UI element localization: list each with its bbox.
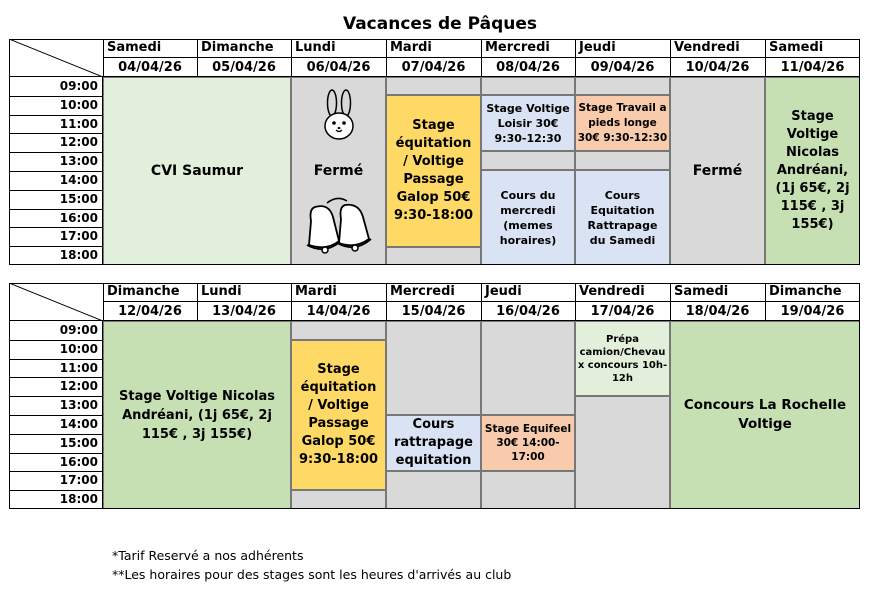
event-concours-la-rochelle: Concours La Rochelle Voltige [670, 321, 860, 509]
column-rule [197, 283, 198, 321]
header-rule [9, 320, 860, 321]
column-rule [670, 39, 671, 77]
header-corner-diagonal [9, 39, 103, 77]
column-rule [197, 39, 198, 77]
day-name: Dimanche [201, 40, 274, 55]
empty-slot [386, 247, 481, 265]
time-gridline [9, 115, 103, 116]
column-rule [765, 283, 766, 321]
event-stage-voltige-nicolas: Stage Voltige Nicolas Andréani, (1j 65€, 2j 115€ , 3j 155€) [765, 77, 860, 265]
time-gridline [9, 246, 103, 247]
column-rule [386, 283, 387, 321]
column-rule [9, 39, 10, 77]
time-gridline [9, 171, 103, 172]
time-gridline [9, 434, 103, 435]
empty-slot [575, 151, 670, 170]
day-name: Mercredi [485, 40, 550, 55]
empty-slot [481, 77, 575, 95]
week1-schedule [9, 39, 860, 265]
time-label: 15:00 [59, 191, 98, 206]
empty-slot [481, 471, 575, 509]
empty-slot [386, 77, 481, 95]
time-gridline [9, 359, 103, 360]
column-rule [481, 283, 482, 321]
day-date: 07/04/26 [401, 60, 466, 75]
time-label: 11:00 [59, 116, 98, 131]
day-date: 17/04/26 [590, 304, 655, 319]
day-name: Mardi [295, 284, 337, 299]
time-label: 17:00 [59, 473, 98, 488]
empty-slot [291, 321, 386, 340]
time-gridline [9, 490, 103, 491]
time-label: 14:00 [59, 173, 98, 187]
day-date: 04/04/26 [118, 60, 182, 75]
time-gridline [9, 377, 103, 378]
week2-schedule [9, 283, 860, 509]
time-gridline [9, 471, 103, 472]
time-label: 14:00 [59, 417, 98, 431]
time-gridline [9, 96, 103, 97]
time-label: 09:00 [59, 79, 98, 93]
day-name: Jeudi [485, 284, 522, 299]
empty-slot [291, 490, 386, 509]
time-column-rule [102, 321, 103, 509]
day-date: 13/04/26 [212, 304, 276, 319]
event-stage-voltige-nicolas: Stage Voltige Nicolas Andréani, (1j 65€, 2j 115€ , 3j 155€) [103, 321, 291, 509]
day-date: 06/04/26 [306, 60, 371, 75]
easter-bells-icon [297, 195, 383, 257]
time-label: 15:00 [59, 435, 98, 450]
header-corner-diagonal [9, 283, 103, 321]
event-stage-equifeel: Stage Equifeel 30€ 14:00- 17:00 [481, 415, 575, 471]
day-name: Mercredi [390, 284, 455, 299]
empty-slot [575, 396, 670, 509]
day-date: 18/04/26 [685, 304, 750, 319]
column-rule [9, 283, 10, 321]
header-rule [9, 76, 860, 77]
day-name: Vendredi [579, 284, 645, 299]
time-label: 10:00 [59, 97, 98, 112]
day-date: 15/04/26 [401, 304, 466, 319]
event-stage-travail-a-pieds: Stage Travail a pieds longe 30€ 9:30-12:30 [575, 95, 670, 151]
time-gridline [9, 453, 103, 454]
time-gridline [9, 152, 103, 153]
column-rule [103, 39, 104, 77]
time-label: 11:00 [59, 360, 98, 375]
event-stage-equitation-mardi: Stage équitation / Voltige Passage Galop 50€ 9:30-18:00 [386, 95, 481, 247]
day-name: Dimanche [107, 284, 180, 299]
day-name: Samedi [674, 284, 729, 299]
time-label: 12:00 [59, 135, 98, 150]
empty-slot [386, 321, 481, 415]
day-name: Samedi [107, 40, 162, 55]
day-date: 16/04/26 [496, 304, 560, 319]
day-date: 08/04/26 [496, 60, 560, 75]
column-rule [765, 39, 766, 77]
event-stage-voltige-loisir: Stage Voltige Loisir 30€ 9:30-12:30 [481, 95, 575, 151]
empty-slot [386, 471, 481, 509]
time-label: 18:00 [59, 248, 98, 263]
time-label: 16:00 [59, 210, 98, 225]
time-gridline [9, 415, 103, 416]
time-label: 16:00 [59, 454, 98, 469]
column-rule [386, 39, 387, 77]
day-name: Vendredi [674, 40, 740, 55]
day-name: Lundi [295, 40, 336, 55]
time-gridline [9, 396, 103, 397]
event-cours-rattrapage-samedi: Cours Equitation Rattrapage du Samedi [575, 170, 670, 265]
event-ferme-lundi: Fermé [291, 77, 386, 265]
time-label: 18:00 [59, 492, 98, 507]
event-prepa-camion: Prépa camion/Chevau x concours 10h- 12h [575, 321, 670, 396]
day-date: 05/04/26 [212, 60, 276, 75]
page-title: Vacances de Pâques [342, 14, 537, 34]
time-label: 17:00 [59, 229, 98, 244]
event-ferme-vendredi: Fermé [670, 77, 765, 265]
day-name: Samedi [769, 40, 824, 55]
time-label: 13:00 [59, 154, 98, 169]
footnote-tarif: *Tarif Reservé a nos adhérents [112, 548, 304, 563]
time-gridline [9, 190, 103, 191]
footnotes [112, 546, 511, 584]
time-label: 13:00 [59, 398, 98, 413]
time-gridline [9, 133, 103, 134]
event-cvi-saumur: CVI Saumur [103, 77, 291, 265]
time-gridline [9, 209, 103, 210]
time-column-rule [102, 77, 103, 265]
column-rule [575, 39, 576, 77]
event-cours-du-mercredi: Cours du mercredi (memes horaires) [481, 170, 575, 265]
day-name: Jeudi [579, 40, 616, 55]
footnote-horaires: **Les horaires pour des stages sont les heures d'arrivés au club [112, 567, 512, 582]
event-cours-rattrapage-equitation: Cours rattrapage equitation [386, 415, 481, 471]
time-label: 09:00 [59, 323, 98, 337]
day-date: 10/04/26 [685, 60, 750, 75]
column-rule [481, 39, 482, 77]
day-date: 11/04/26 [780, 60, 845, 75]
empty-slot [481, 151, 575, 170]
column-rule [103, 283, 104, 321]
column-rule [670, 283, 671, 321]
empty-slot [575, 77, 670, 95]
day-name: Mardi [390, 40, 432, 55]
column-rule [575, 283, 576, 321]
day-name: Lundi [201, 284, 242, 299]
time-label: 10:00 [59, 341, 98, 356]
day-date: 19/04/26 [780, 304, 845, 319]
day-date: 12/04/26 [118, 304, 182, 319]
column-rule [291, 39, 292, 77]
event-stage-equitation-mardi: Stage équitation / Voltige Passage Galop 50€ 9:30-18:00 [291, 340, 386, 490]
day-name: Dimanche [769, 284, 842, 299]
column-rule [291, 283, 292, 321]
time-gridline [9, 227, 103, 228]
empty-slot [481, 321, 575, 415]
day-date: 14/04/26 [306, 304, 371, 319]
day-date: 09/04/26 [590, 60, 655, 75]
rabbit-icon [319, 89, 359, 141]
time-label: 12:00 [59, 379, 98, 394]
time-gridline [9, 340, 103, 341]
